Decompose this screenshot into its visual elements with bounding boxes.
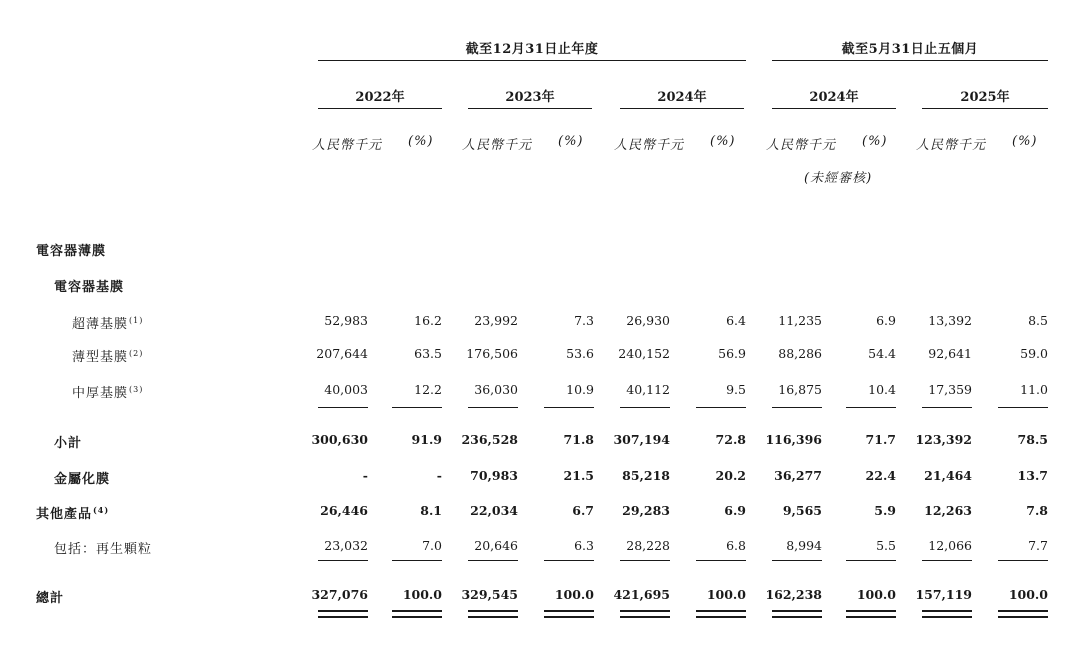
table-cell: 162,238 bbox=[765, 587, 822, 602]
cell-rule bbox=[696, 610, 746, 612]
table-cell: 240,152 bbox=[618, 346, 670, 361]
unit-header-pct: (%) bbox=[1012, 134, 1038, 149]
table-cell: 12,066 bbox=[928, 538, 972, 553]
divider bbox=[318, 108, 442, 109]
table-cell: 5.9 bbox=[874, 503, 896, 518]
cell-rule bbox=[392, 407, 442, 408]
table-cell: 5.5 bbox=[876, 538, 896, 553]
year-header-2023: 2023年 bbox=[505, 90, 555, 105]
table-cell: 12.2 bbox=[414, 382, 442, 397]
cell-rule bbox=[696, 616, 746, 618]
cell-rule bbox=[318, 407, 368, 408]
table-cell: 6.3 bbox=[574, 538, 594, 553]
cell-rule bbox=[696, 407, 746, 408]
cell-rule bbox=[998, 610, 1048, 612]
divider bbox=[620, 108, 744, 109]
row-label-other-products: 其他產品$^{(4)}$ bbox=[36, 504, 110, 522]
table-cell: 36,277 bbox=[774, 468, 822, 483]
cell-rule bbox=[998, 407, 1048, 408]
table-cell: 20.2 bbox=[715, 468, 746, 483]
table-cell: 21.5 bbox=[563, 468, 594, 483]
cell-rule bbox=[922, 610, 972, 612]
cell-rule bbox=[772, 407, 822, 408]
cell-rule bbox=[620, 616, 670, 618]
table-cell: 22.4 bbox=[865, 468, 896, 483]
table-cell: 100.0 bbox=[554, 587, 594, 602]
year-header-2025-interim: 2025年 bbox=[960, 90, 1010, 105]
table-cell: 10.4 bbox=[868, 382, 896, 397]
table-cell: 307,194 bbox=[613, 432, 670, 447]
table-cell: 6.4 bbox=[726, 313, 746, 328]
unit-header-pct: (%) bbox=[408, 134, 434, 149]
cell-rule bbox=[772, 560, 822, 561]
table-cell: 59.0 bbox=[1020, 346, 1048, 361]
table-cell: 8.1 bbox=[420, 503, 442, 518]
table-cell: - bbox=[362, 468, 368, 483]
cell-rule bbox=[544, 616, 594, 618]
table-cell: 12,263 bbox=[924, 503, 972, 518]
year-header-2024-interim: 2024年 bbox=[809, 90, 859, 105]
table-cell: 7.0 bbox=[422, 538, 442, 553]
table-cell: 71.8 bbox=[563, 432, 594, 447]
table-cell: 16.2 bbox=[414, 313, 442, 328]
table-cell: 20,646 bbox=[474, 538, 518, 553]
table-cell: 116,396 bbox=[765, 432, 822, 447]
cell-rule bbox=[998, 616, 1048, 618]
table-cell: 13,392 bbox=[928, 313, 972, 328]
divider bbox=[318, 60, 746, 61]
table-cell: 26,930 bbox=[626, 313, 670, 328]
row-label-including: 包括：再生顆粒 bbox=[54, 542, 153, 557]
row-label-capacitor-film: 電容器薄膜 bbox=[36, 244, 107, 259]
row-label-base-film: 電容器基膜 bbox=[54, 280, 125, 295]
unit-header-rmb: 人民幣千元 bbox=[312, 138, 383, 153]
row-label-subtotal: 小計 bbox=[54, 436, 83, 451]
table-cell: 421,695 bbox=[613, 587, 670, 602]
cell-rule bbox=[846, 610, 896, 612]
table-cell: 6.7 bbox=[572, 503, 594, 518]
table-cell: 36,030 bbox=[474, 382, 518, 397]
cell-rule bbox=[318, 610, 368, 612]
divider bbox=[772, 60, 1048, 61]
divider bbox=[468, 108, 592, 109]
table-cell: 123,392 bbox=[915, 432, 972, 447]
table-cell: 8,994 bbox=[786, 538, 822, 553]
cell-rule bbox=[922, 616, 972, 618]
table-cell: 26,446 bbox=[320, 503, 368, 518]
table-cell: 70,983 bbox=[470, 468, 518, 483]
table-cell: 10.9 bbox=[566, 382, 594, 397]
table-cell: 23,992 bbox=[474, 313, 518, 328]
table-cell: 88,286 bbox=[778, 346, 822, 361]
table-cell: 63.5 bbox=[414, 346, 442, 361]
cell-rule bbox=[620, 407, 670, 408]
table-cell: 11,235 bbox=[778, 313, 822, 328]
table-cell: 78.5 bbox=[1017, 432, 1048, 447]
cell-rule bbox=[392, 560, 442, 561]
cell-rule bbox=[772, 616, 822, 618]
table-cell: 6.9 bbox=[724, 503, 746, 518]
table-cell: 53.6 bbox=[566, 346, 594, 361]
table-cell: 300,630 bbox=[311, 432, 368, 447]
table-cell: 40,003 bbox=[324, 382, 368, 397]
table-cell: 11.0 bbox=[1020, 382, 1048, 397]
cell-rule bbox=[846, 407, 896, 408]
table-cell: 100.0 bbox=[856, 587, 896, 602]
table-cell: 22,034 bbox=[470, 503, 518, 518]
table-cell: 16,875 bbox=[778, 382, 822, 397]
table-cell: 327,076 bbox=[311, 587, 368, 602]
cell-rule bbox=[468, 560, 518, 561]
cell-rule bbox=[468, 610, 518, 612]
row-label-metallized: 金屬化膜 bbox=[54, 472, 111, 487]
table-cell: 52,983 bbox=[324, 313, 368, 328]
cell-rule bbox=[922, 560, 972, 561]
table-cell: 7.8 bbox=[1026, 503, 1048, 518]
table-cell: 40,112 bbox=[626, 382, 670, 397]
cell-rule bbox=[392, 616, 442, 618]
unit-header-rmb: 人民幣千元 bbox=[766, 138, 837, 153]
table-cell: 8.5 bbox=[1028, 313, 1048, 328]
table-cell: 28,228 bbox=[626, 538, 670, 553]
table-cell: 9.5 bbox=[726, 382, 746, 397]
table-cell: 91.9 bbox=[411, 432, 442, 447]
table-cell: 100.0 bbox=[1008, 587, 1048, 602]
cell-rule bbox=[922, 407, 972, 408]
cell-rule bbox=[620, 560, 670, 561]
table-cell: 6.9 bbox=[876, 313, 896, 328]
cell-rule bbox=[846, 560, 896, 561]
group-header-five-months: 截至5月31日止五個月 bbox=[841, 42, 979, 57]
table-cell: 329,545 bbox=[461, 587, 518, 602]
row-label-total: 總計 bbox=[36, 591, 65, 606]
cell-rule bbox=[468, 407, 518, 408]
table-cell: 9,565 bbox=[782, 503, 822, 518]
cell-rule bbox=[998, 560, 1048, 561]
table-cell: 23,032 bbox=[324, 538, 368, 553]
row-label-thick: 中厚基膜$^{(3)}$ bbox=[72, 384, 144, 401]
table-cell: 71.7 bbox=[865, 432, 896, 447]
table-cell: 85,218 bbox=[622, 468, 670, 483]
table-cell: - bbox=[436, 468, 442, 483]
table-cell: 72.8 bbox=[715, 432, 746, 447]
table-cell: 56.9 bbox=[718, 346, 746, 361]
divider bbox=[772, 108, 896, 109]
unit-header-pct: (%) bbox=[710, 134, 736, 149]
unit-header-pct: (%) bbox=[558, 134, 584, 149]
table-cell: 6.8 bbox=[726, 538, 746, 553]
table-cell: 54.4 bbox=[868, 346, 896, 361]
row-label-thin: 薄型基膜$^{(2)}$ bbox=[72, 348, 144, 365]
cell-rule bbox=[544, 610, 594, 612]
cell-rule bbox=[772, 610, 822, 612]
table-cell: 207,644 bbox=[316, 346, 368, 361]
cell-rule bbox=[696, 560, 746, 561]
cell-rule bbox=[468, 616, 518, 618]
table-cell: 236,528 bbox=[461, 432, 518, 447]
year-header-2022: 2022年 bbox=[355, 90, 405, 105]
cell-rule bbox=[544, 407, 594, 408]
table-cell: 92,641 bbox=[928, 346, 972, 361]
table-cell: 100.0 bbox=[402, 587, 442, 602]
cell-rule bbox=[392, 610, 442, 612]
cell-rule bbox=[318, 560, 368, 561]
group-header-annual: 截至12月31日止年度 bbox=[465, 42, 599, 57]
cell-rule bbox=[544, 560, 594, 561]
table-cell: 21,464 bbox=[924, 468, 972, 483]
table-cell: 157,119 bbox=[915, 587, 972, 602]
cell-rule bbox=[846, 616, 896, 618]
year-header-2024: 2024年 bbox=[657, 90, 707, 105]
unit-header-rmb: 人民幣千元 bbox=[462, 138, 533, 153]
table-cell: 13.7 bbox=[1017, 468, 1048, 483]
unaudited-note: (未經審核) bbox=[804, 171, 873, 186]
divider bbox=[922, 108, 1048, 109]
table-cell: 29,283 bbox=[622, 503, 670, 518]
cell-rule bbox=[620, 610, 670, 612]
row-label-ultra-thin: 超薄基膜$^{(1)}$ bbox=[72, 315, 144, 332]
table-cell: 17,359 bbox=[928, 382, 972, 397]
table-cell: 7.7 bbox=[1028, 538, 1048, 553]
cell-rule bbox=[318, 616, 368, 618]
unit-header-pct: (%) bbox=[862, 134, 888, 149]
table-cell: 100.0 bbox=[706, 587, 746, 602]
unit-header-rmb: 人民幣千元 bbox=[614, 138, 685, 153]
table-cell: 176,506 bbox=[466, 346, 518, 361]
unit-header-rmb: 人民幣千元 bbox=[916, 138, 987, 153]
table-cell: 7.3 bbox=[574, 313, 594, 328]
